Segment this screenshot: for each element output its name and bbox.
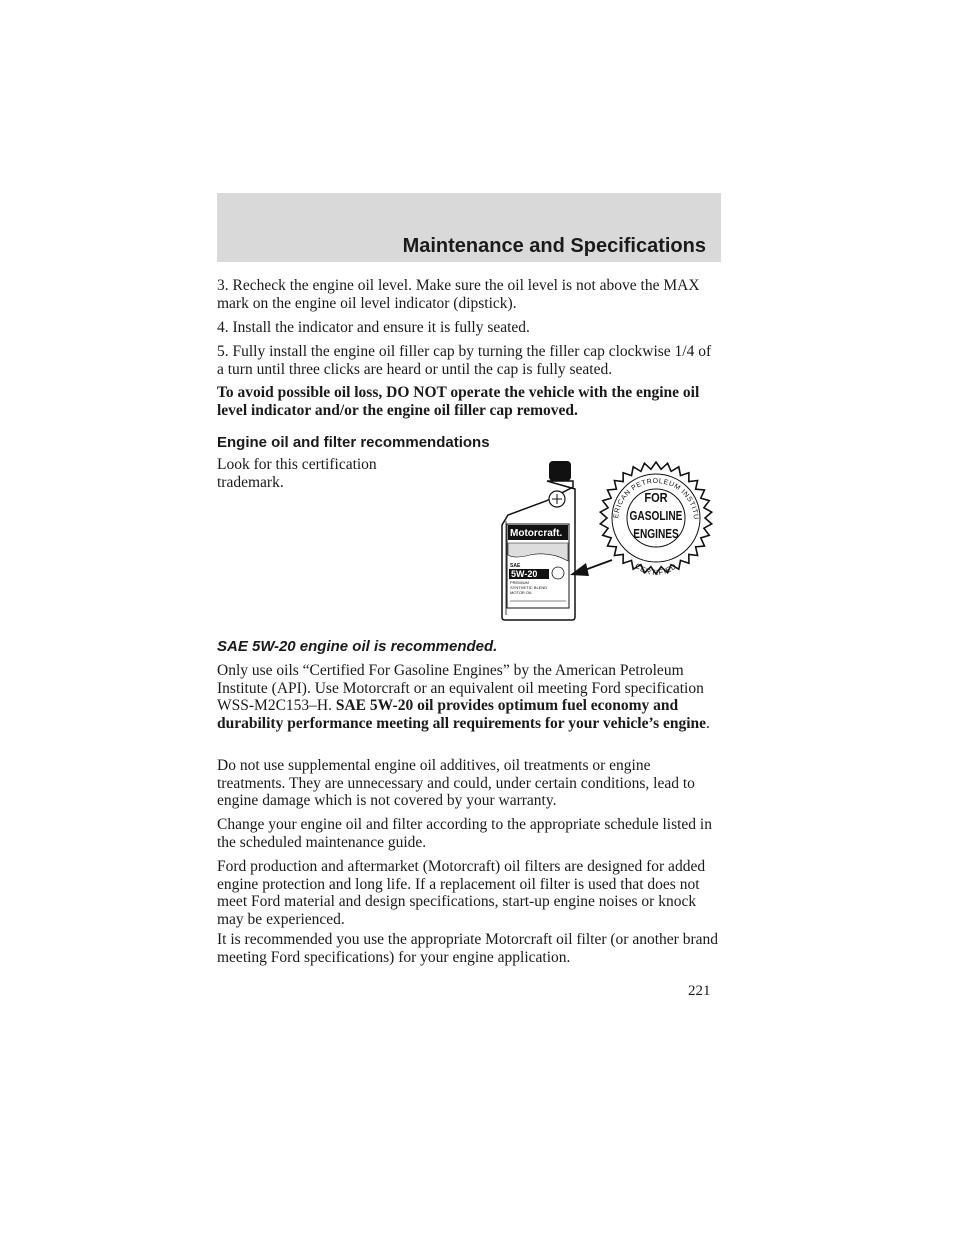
recommend-heading: SAE 5W-20 engine oil is recommended. <box>217 638 498 655</box>
step-3: 3. Recheck the engine oil level. Make sure the oil level is not above the MAX mark on the engine oil level indicator (dipstick). <box>217 277 700 312</box>
page-title: Maintenance and Specifications <box>402 235 706 257</box>
pointer-arrow-icon <box>570 560 612 576</box>
change-paragraph: Change your engine oil and filter according to the appropriate schedule listed in the scheduled maintenance guide. <box>217 816 712 851</box>
seal-arc-bottom: CERTIFIED <box>633 561 679 578</box>
seal-center-2: GASOLINE <box>629 508 683 524</box>
header-band <box>217 193 721 262</box>
bottle-line-1: PREMIUM <box>510 580 529 585</box>
step-5: 5. Fully install the engine oil filler cap by turning the filler cap clockwise 1/4 of a turn until three clicks are heard or until the cap is fully seated. <box>217 343 712 378</box>
seal-center-3: ENGINES <box>633 526 679 542</box>
api-paragraph <box>217 662 720 732</box>
bottle-grade: 5W-20 <box>511 569 538 579</box>
api-paragraph-end: . <box>706 714 710 732</box>
step-4: 4. Install the indicator and ensure it is fully seated. <box>217 319 530 336</box>
bottle-sae: SAE <box>510 563 521 569</box>
recommend-filter-paragraph: It is recommended you use the appropriate Motorcraft oil filter (or another brand meeting Ford specifications) for your engine application. <box>217 931 718 966</box>
seal-center-1: FOR <box>644 490 668 506</box>
api-paragraph-bold: SAE 5W-20 oil provides optimum fuel economy and durability performance meeting all requirements for your vehicle’s engine <box>217 697 707 732</box>
warning-text: To avoid possible oil loss, DO NOT operate the vehicle with the engine oil level indicator and/or the engine oil filler cap removed. <box>217 384 700 419</box>
filters-paragraph: Ford production and aftermarket (Motorcraft) oil filters are designed for added engine protection and long life. If a replacement oil filter is used that does not meet Ford material and design specifications, start-up engine noises or knock may be experienced. <box>217 858 706 928</box>
bottle-line-2: SYNTHETIC BLEND <box>510 585 548 590</box>
seal-arc-top: ERICAN PETROLEUM INSTITU <box>613 477 700 521</box>
section-heading: Engine oil and filter recommendations <box>217 434 490 451</box>
additives-paragraph: Do not use supplemental engine oil additives, oil treatments or engine treatments. They are unnecessary and could, under certain conditions, lead to engine damage which is not covered by your warranty. <box>217 757 695 809</box>
oil-bottle-icon <box>502 461 575 620</box>
bottle-line-3: MOTOR OIL <box>510 590 533 595</box>
oil-bottle-figure <box>490 455 720 625</box>
look-text: Look for this certification trademark. <box>217 456 377 491</box>
bottle-brand: Motorcraft. <box>510 528 563 539</box>
api-paragraph-normal: Only use oils “Certified For Gasoline Engines” by the American Petroleum Institute (API). Use Motorcraft or an equivalent oil meeting Ford specification WSS-M2C153–H. <box>217 662 704 714</box>
page-number: 221 <box>688 983 711 999</box>
